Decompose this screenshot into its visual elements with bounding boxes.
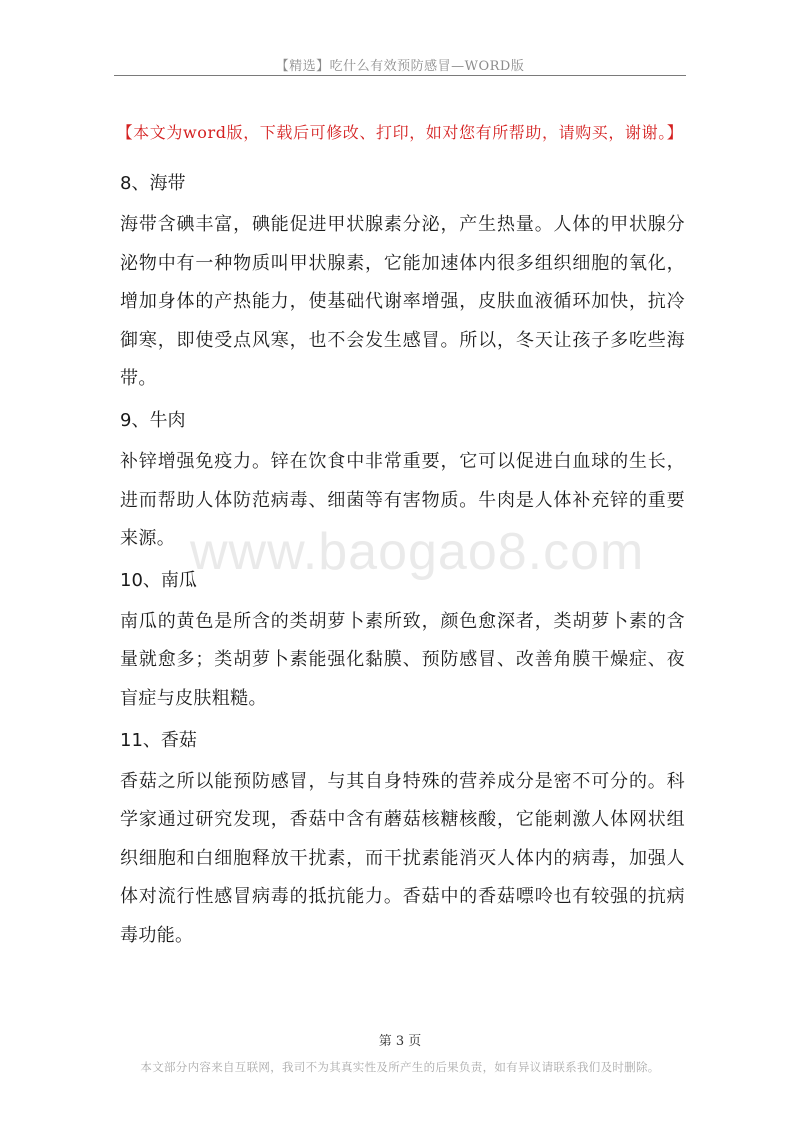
- page-number: 第 3 页: [378, 1034, 422, 1049]
- header-divider: [114, 75, 686, 76]
- section-body-shiitake: 香菇之所以能预防感冒，与其自身特殊的营养成分是密不可分的。科学家通过研究发现，香菇中含有蘑菇核糖核酸，它能刺激人体网状组织细胞和白细胞释放干扰素，而干扰素能消灭人体内的病毒，加强人体对流行性感冒病毒的抵抗能力。香菇中的香菇嘌呤也有较强的抗病毒功能。: [120, 770, 685, 946]
- watermark-text: www.baogao8.com: [190, 523, 645, 581]
- red-notice: 【本文为word版，下载后可修改、打印，如对您有所帮助，请购买，谢谢。】: [116, 123, 684, 142]
- section-title-beef: 9、牛肉: [120, 409, 186, 431]
- document-header-title: 【精选】吃什么有效预防感冒—WORD版: [275, 59, 525, 74]
- section-title-kelp: 8、海带: [120, 173, 186, 194]
- document-body: [120, 165, 685, 959]
- section-body-pumpkin: 南瓜的黄色是所含的类胡萝卜素所致，颜色愈深者，类胡萝卜素的含量就愈多；类胡萝卜素能强化黏膜、预防感冒、改善角膜干燥症、夜盲症与皮肤粗糙。: [120, 610, 685, 709]
- section-body-kelp: 海带含碘丰富，碘能促进甲状腺素分泌，产生热量。人体的甲状腺分泌物中有一种物质叫甲状腺素，它能加速体内很多组织细胞的氧化，增加身体的产热能力，使基础代谢率增强，皮肤血液循环加快，抗冷御寒，即使受点风寒，也不会发生感冒。所以，冬天让孩子多吃些海带。: [120, 214, 685, 390]
- section-body-beef: 补锌增强免疫力。锌在饮食中非常重要，它可以促进白血球的生长，进而帮助人体防范病毒、细菌等有害物质。牛肉是人体补充锌的重要来源。: [120, 450, 685, 550]
- footer-disclaimer: 本文部分内容来自互联网，我司不为其真实性及所产生的后果负责，如有异议请联系我们及时删除。: [140, 1060, 660, 1074]
- section-title-pumpkin: 10、南瓜: [120, 569, 197, 591]
- section-title-shiitake: 11、香菇: [120, 729, 197, 751]
